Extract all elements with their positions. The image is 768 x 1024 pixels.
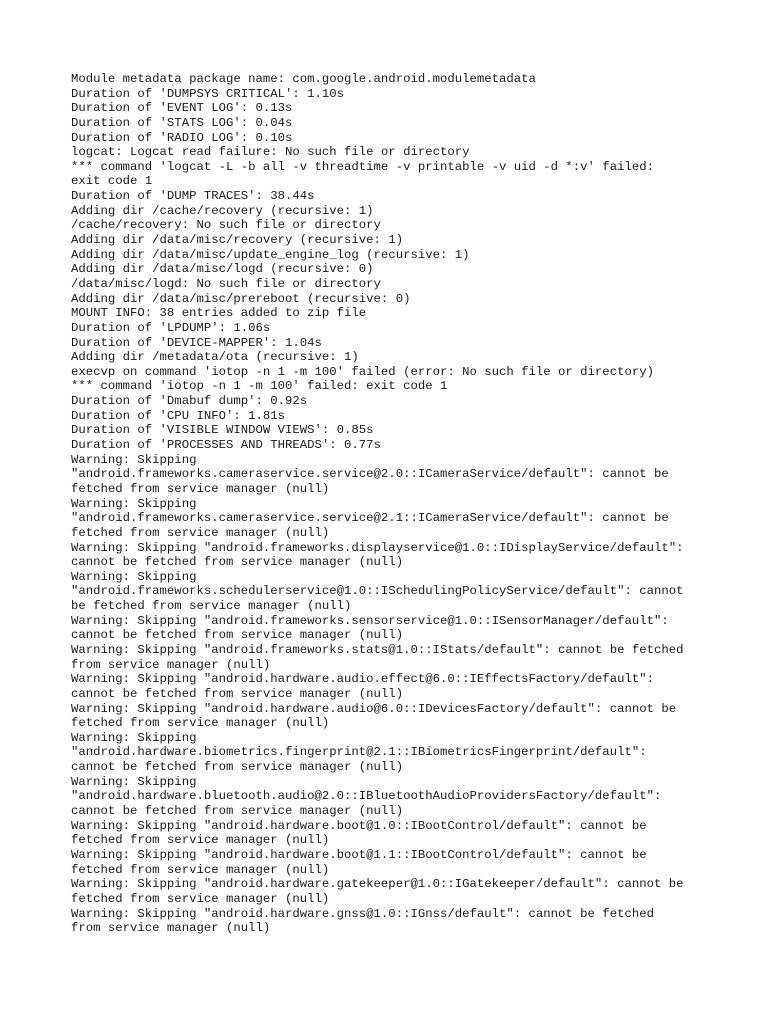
log-line: fetched from service manager (null) bbox=[71, 716, 330, 731]
log-line: logcat: Logcat read failure: No such file or directory bbox=[71, 145, 470, 160]
log-line: fetched from service manager (null) bbox=[71, 525, 330, 540]
log-line: Warning: Skipping "android.hardware.gnss@1.0::IGnss/default": cannot be fetched bbox=[71, 906, 654, 921]
log-line: Adding dir /cache/recovery (recursive: 1) bbox=[71, 203, 374, 218]
log-line: Warning: Skipping "android.hardware.boot@1.0::IBootControl/default": cannot be bbox=[71, 818, 647, 833]
log-line: Adding dir /data/misc/recovery (recursive: 1) bbox=[71, 233, 404, 248]
log-line: cannot be fetched from service manager (null) bbox=[71, 628, 404, 643]
log-document bbox=[71, 72, 751, 936]
log-line: from service manager (null) bbox=[71, 921, 271, 936]
log-line: Warning: Skipping bbox=[71, 569, 197, 584]
log-line: Warning: Skipping bbox=[71, 730, 197, 745]
log-line: Warning: Skipping bbox=[71, 452, 197, 467]
log-line: "android.hardware.bluetooth.audio@2.0::IBluetoothAudioProvidersFactory/default": bbox=[71, 789, 662, 804]
log-line: cannot be fetched from service manager (null) bbox=[71, 760, 404, 775]
log-line: fetched from service manager (null) bbox=[71, 833, 330, 848]
log-line: Warning: Skipping "android.frameworks.sensorservice@1.0::ISensorManager/default": bbox=[71, 613, 669, 628]
log-line: fetched from service manager (null) bbox=[71, 862, 330, 877]
log-line: "android.hardware.biometrics.fingerprint@2.1::IBiometricsFingerprint/default": bbox=[71, 745, 647, 760]
log-line: cannot be fetched from service manager (null) bbox=[71, 686, 404, 701]
log-line: "android.frameworks.cameraservice.service@2.0::ICameraService/default": cannot be bbox=[71, 467, 669, 482]
log-line: Duration of 'EVENT LOG': 0.13s bbox=[71, 101, 293, 116]
log-line: Duration of 'CPU INFO': 1.81s bbox=[71, 408, 286, 423]
log-line: Adding dir /metadata/ota (recursive: 1) bbox=[71, 350, 359, 365]
log-line: Warning: Skipping "android.frameworks.displayservice@1.0::IDisplayService/default": bbox=[71, 540, 684, 555]
log-line: MOUNT INFO: 38 entries added to zip file bbox=[71, 306, 367, 321]
log-line: be fetched from service manager (null) bbox=[71, 599, 352, 614]
log-line: Warning: Skipping "android.frameworks.stats@1.0::IStats/default": cannot be fetched bbox=[71, 642, 684, 657]
log-line: "android.frameworks.schedulerservice@1.0::ISchedulingPolicyService/default": cannot bbox=[71, 584, 684, 599]
log-line: "android.frameworks.cameraservice.service@2.1::ICameraService/default": cannot be bbox=[71, 511, 669, 526]
log-line: Warning: Skipping "android.hardware.audio@6.0::IDevicesFactory/default": cannot be bbox=[71, 701, 677, 716]
log-line: Adding dir /data/misc/logd (recursive: 0) bbox=[71, 262, 374, 277]
log-line: Duration of 'DUMP TRACES': 38.44s bbox=[71, 189, 315, 204]
log-line: Module metadata package name: com.google.android.modulemetadata bbox=[71, 72, 536, 86]
log-line: execvp on command 'iotop -n 1 -m 100' failed (error: No such file or directory) bbox=[71, 364, 654, 379]
log-line: Adding dir /data/misc/prereboot (recursive: 0) bbox=[71, 291, 411, 306]
log-line: Duration of 'Dmabuf dump': 0.92s bbox=[71, 394, 308, 409]
log-line: /data/misc/logd: No such file or directory bbox=[71, 276, 381, 291]
log-line: Duration of 'RADIO LOG': 0.10s bbox=[71, 130, 293, 145]
log-line: exit code 1 bbox=[71, 174, 153, 189]
log-line: *** command 'logcat -L -b all -v threadtime -v printable -v uid -d *:v' failed: bbox=[71, 159, 654, 174]
log-line: Duration of 'VISIBLE WINDOW VIEWS': 0.85s bbox=[71, 423, 374, 438]
log-line: Adding dir /data/misc/update_engine_log (recursive: 1) bbox=[71, 247, 470, 262]
log-line: cannot be fetched from service manager (null) bbox=[71, 804, 404, 819]
log-line: Duration of 'DEVICE-MAPPER': 1.04s bbox=[71, 335, 322, 350]
log-line: Warning: Skipping "android.hardware.gatekeeper@1.0::IGatekeeper/default": cannot be bbox=[71, 877, 684, 892]
log-line: Duration of 'LPDUMP': 1.06s bbox=[71, 320, 271, 335]
log-line: Duration of 'PROCESSES AND THREADS': 0.77s bbox=[71, 438, 381, 453]
log-line: Warning: Skipping bbox=[71, 774, 197, 789]
log-line: /cache/recovery: No such file or directory bbox=[71, 218, 381, 233]
log-line: cannot be fetched from service manager (null) bbox=[71, 555, 404, 570]
log-line: Duration of 'STATS LOG': 0.04s bbox=[71, 115, 293, 130]
log-line: Warning: Skipping "android.hardware.audio.effect@6.0::IEffectsFactory/default": bbox=[71, 672, 654, 687]
log-line: fetched from service manager (null) bbox=[71, 891, 330, 906]
log-line: Duration of 'DUMPSYS CRITICAL': 1.10s bbox=[71, 86, 345, 101]
log-line: Warning: Skipping "android.hardware.boot@1.1::IBootControl/default": cannot be bbox=[71, 847, 647, 862]
log-line: *** command 'iotop -n 1 -m 100' failed: exit code 1 bbox=[71, 379, 448, 394]
log-line: Warning: Skipping bbox=[71, 496, 197, 511]
log-line: from service manager (null) bbox=[71, 657, 271, 672]
log-line: fetched from service manager (null) bbox=[71, 481, 330, 496]
